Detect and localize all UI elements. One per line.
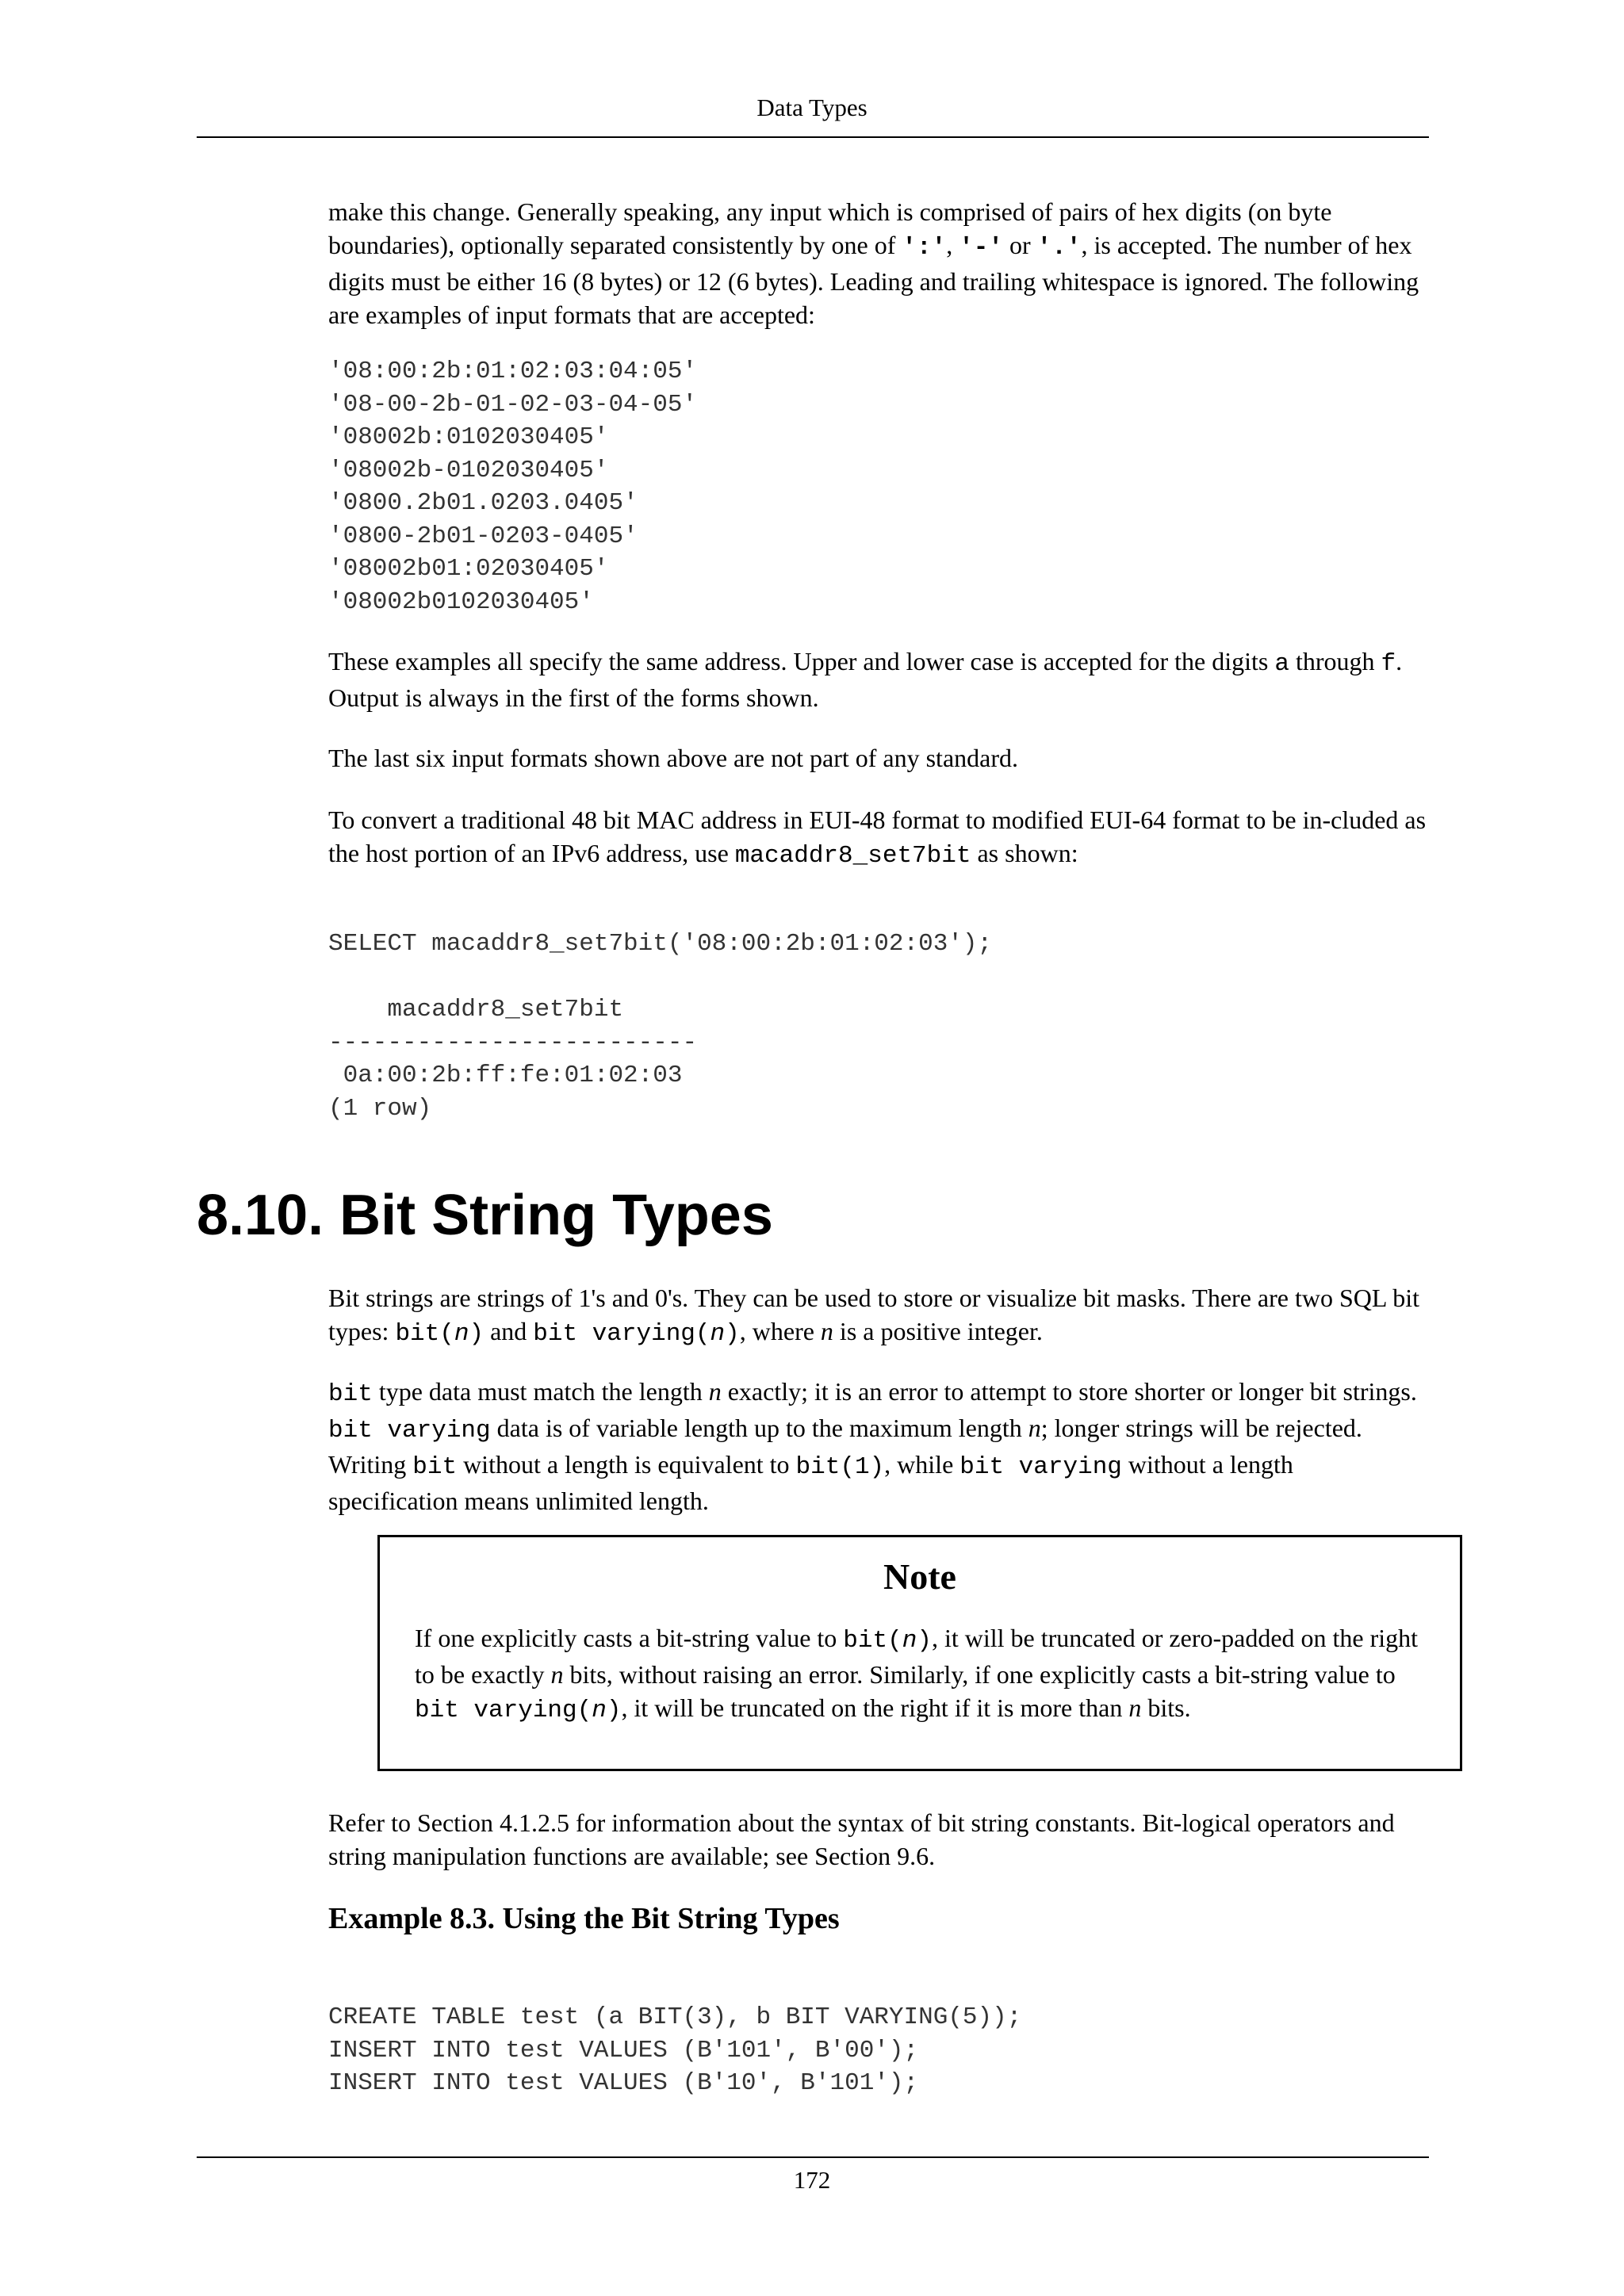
running-header: Data Types <box>756 94 868 121</box>
note-text: If one explicitly casts a bit-string value to bit(n), it will be truncated or zero-padded on the right to be exactly n bits, without raising an error. Similarly, if one explicitly casts a bit-string value to bit varying(n), it will be truncated on the right if it is more than n bits. <box>415 1624 1419 1724</box>
paragraph-convert-eui: To convert a traditional 48 bit MAC address in EUI-48 format to modified EUI-64 format to be in-cluded as the host portion of an IPv6 address, use macaddr8_set7bit as shown: <box>328 806 1427 870</box>
inline-code: ':' <box>902 234 947 262</box>
footer-rule <box>197 2156 1429 2158</box>
paragraph-input-formats: make this change. Generally speaking, any input which is comprised of pairs of hex digits (on byte boundaries), optionally separated consistently by one of ':', '-' or '.', is accepted. The number of hex digits must be either 16 (8 bytes) or 12 (6 bytes). Leading and trailing whitespace is ignored. The following are examples of input formats that are accepted: <box>328 197 1419 329</box>
note-title: Note <box>883 1556 956 1597</box>
page-number: 172 <box>793 2166 831 2194</box>
example-heading: Example 8.3. Using the Bit String Types <box>328 1902 840 1935</box>
paragraph-refer-sections: Refer to Section 4.1.2.5 for information about the syntax of bit string constants. Bit-logical operators and string manipulation functions are available; see Section 9.6. <box>328 1808 1395 1870</box>
section-heading: 8.10. Bit String Types <box>197 1184 773 1247</box>
note-box <box>377 1535 1462 1771</box>
inline-code: macaddr8_set7bit <box>734 842 971 870</box>
header-rule <box>197 136 1429 138</box>
paragraph-bit-length: bit type data must match the length n exactly; it is an error to attempt to store shorter or longer bit strings. bit varying data is of variable length up to the maximum length n; longer strings will be rejected. Writing bit without a length is equivalent to bit(1), while bit varying without a length specification means unlimited length. <box>328 1377 1417 1515</box>
inline-code: '.' <box>1036 234 1082 262</box>
inline-code: f <box>1381 650 1396 678</box>
code-block-mac-examples: '08:00:2b:01:02:03:04:05' '08-00-2b-01-02-03-04-05' '08002b:0102030405' '08002b-0102030405' '0800.2b01.0203.0405' '0800-2b01-0203-0405' '08002b01:02030405' '08002b0102030405' <box>328 358 698 616</box>
inline-code: a <box>1274 650 1289 678</box>
inline-code: '-' <box>959 234 1003 262</box>
paragraph-not-standard: The last six input formats shown above are not part of any standard. <box>328 744 1018 772</box>
code-block-create-table: CREATE TABLE test (a BIT(3), b BIT VARYING(5)); INSERT INTO test VALUES (B'101', B'00'); INSERT INTO test VALUES (B'10', B'101'); <box>328 2003 1022 2097</box>
paragraph-same-address: These examples all specify the same address. Upper and lower case is accepted for the digits a through f. Output is always in the first of the forms shown. <box>328 647 1403 712</box>
paragraph-bit-strings-intro: Bit strings are strings of 1's and 0's. They can be used to store or visualize bit masks. There are two SQL bit types: bit(n) and bit varying(n), where n is a positive integer. <box>328 1284 1420 1348</box>
code-block-select-example: SELECT macaddr8_set7bit('08:00:2b:01:02:03'); macaddr8_set7bit ------------------------- 0a:00:2b:ff:fe:01:02:03 (1 row) <box>328 930 993 1123</box>
